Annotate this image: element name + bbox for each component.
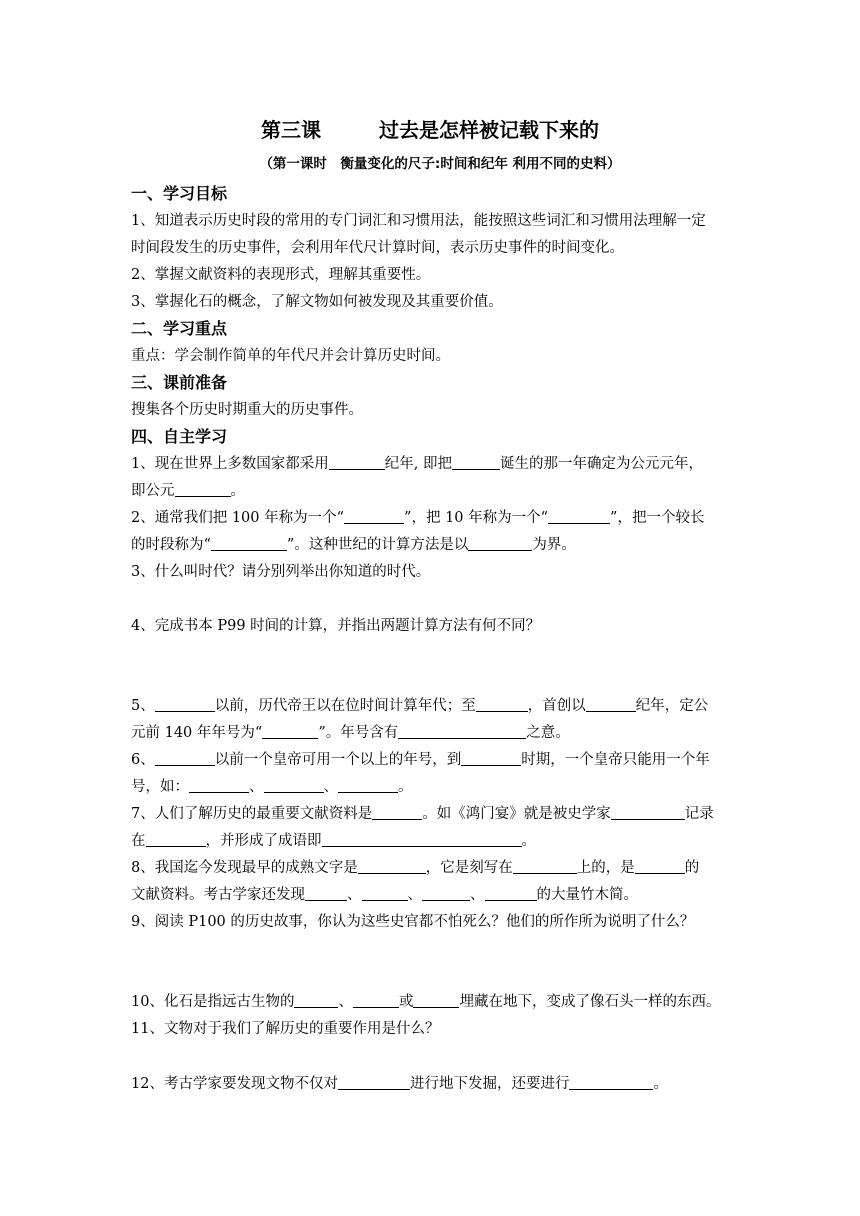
goal-line: 2、掌握文献资料的表现形式，理解其重要性。	[131, 267, 431, 283]
question-5: 5、 以前，历代帝王以在位时间计算年代；至 ，首创以 纪年，定公	[131, 698, 709, 714]
focus-line: 重点：学会制作简单的年代尺并会计算历史时间。	[131, 348, 450, 364]
section-heading-self-study: 四、自主学习	[131, 427, 228, 446]
answer-blank[interactable]	[344, 508, 404, 524]
answer-blank[interactable]	[569, 1074, 653, 1090]
answer-blank[interactable]	[294, 992, 338, 1008]
question-5-cont: 元前 140 年年号为“ ”。年号含有 之意。	[131, 725, 570, 741]
question-9: 9、阅读 P100 的历史故事，你认为这些史官都不怕死么？他们的所作所为说明了什么？	[131, 914, 695, 930]
goal-line: 时间段发生的历史事件，会利用年代尺计算时间，表示历史事件的时间变化。	[131, 240, 624, 256]
answer-blank[interactable]	[461, 750, 521, 766]
answer-blank[interactable]	[189, 777, 249, 793]
lesson-subtitle: （第一课时 衡量变化的尺子:时间和纪年 利用不同的史料）	[259, 156, 621, 172]
question-4: 4、完成书本 P99 时间的计算，并指出两题计算方法有何不同？	[131, 618, 541, 634]
answer-blank[interactable]	[362, 885, 408, 901]
answer-blank[interactable]	[586, 696, 636, 712]
answer-blank[interactable]	[338, 1074, 410, 1090]
question-3: 3、什么叫时代？请分别列举出你知道的时代。	[131, 564, 431, 580]
question-1-cont: 即公元 。	[131, 483, 245, 499]
section-heading-prep: 三、课前准备	[131, 373, 228, 392]
question-1: 1、现在世界上多数国家都采用 纪年, 即把 诞生的那一年确定为公元元年，	[131, 456, 703, 472]
question-6-cont: 号，如： 、 、 。	[131, 779, 413, 795]
answer-blank[interactable]	[413, 992, 459, 1008]
section-heading-focus: 二、学习重点	[131, 319, 228, 338]
answer-blank[interactable]	[155, 750, 215, 766]
answer-blank[interactable]	[422, 885, 470, 901]
answer-blank[interactable]	[305, 885, 347, 901]
answer-blank[interactable]	[175, 481, 231, 497]
answer-blank[interactable]	[338, 777, 398, 793]
answer-blank[interactable]	[353, 992, 399, 1008]
question-12: 12、考古学家要发现文物不仅对 进行地下发掘，还要进行 。	[131, 1076, 668, 1092]
answer-blank[interactable]	[485, 885, 537, 901]
question-10: 10、化石是指远古生物的 、 或 埋藏在地下，变成了像石头一样的东西。	[131, 994, 721, 1010]
answer-blank[interactable]	[372, 804, 422, 820]
lesson-name: 过去是怎样被记载下来的	[379, 118, 599, 142]
question-11: 11、文物对于我们了解历史的重要作用是什么？	[131, 1021, 440, 1037]
answer-blank[interactable]	[476, 696, 528, 712]
answer-blank[interactable]	[468, 535, 532, 551]
question-2: 2、通常我们把 100 年称为一个“ ”，把 10 年称为一个“ ”，把一个较长	[131, 510, 705, 526]
goal-line: 1、知道表示历史时段的常用的专门词汇和习惯用法，能按照这些词汇和习惯用法理解一定	[131, 213, 706, 229]
answer-blank[interactable]	[548, 508, 610, 524]
answer-blank[interactable]	[329, 454, 385, 470]
answer-blank[interactable]	[513, 858, 577, 874]
answer-blank[interactable]	[322, 831, 522, 847]
lesson-title	[0, 114, 860, 143]
answer-blank[interactable]	[155, 696, 215, 712]
answer-blank[interactable]	[358, 858, 426, 874]
question-2-cont: 的时段称为“ ”。这种世纪的计算方法是以 为界。	[131, 537, 576, 553]
lesson-number: 第三课	[261, 118, 321, 142]
goal-line: 3、掌握化石的概念，了解文物如何被发现及其重要价值。	[131, 294, 503, 310]
answer-blank[interactable]	[262, 723, 318, 739]
question-7-cont: 在 ，并形成了成语即 。	[131, 833, 536, 849]
answer-blank[interactable]	[264, 777, 324, 793]
answer-blank[interactable]	[452, 454, 500, 470]
question-8: 8、我国迄今发现最早的成熟文字是 ，它是刻写在 上的，是 的	[131, 860, 700, 876]
answer-blank[interactable]	[635, 858, 685, 874]
answer-blank[interactable]	[611, 804, 685, 820]
question-8-cont: 文献资料。考古学家还发现 、 、 、 的大量竹木简。	[131, 887, 638, 903]
prep-line: 搜集各个历史时期重大的历史事件。	[131, 402, 363, 418]
answer-blank[interactable]	[398, 723, 526, 739]
section-heading-goals: 一、学习目标	[131, 184, 228, 203]
answer-blank[interactable]	[146, 831, 206, 847]
question-6: 6、 以前一个皇帝可用一个以上的年号，到 时期，一个皇帝只能用一个年	[131, 752, 710, 768]
question-7: 7、人们了解历史的最重要文献资料是 。如《鸿门宴》就是被史学家 记录	[131, 806, 714, 822]
answer-blank[interactable]	[211, 535, 287, 551]
